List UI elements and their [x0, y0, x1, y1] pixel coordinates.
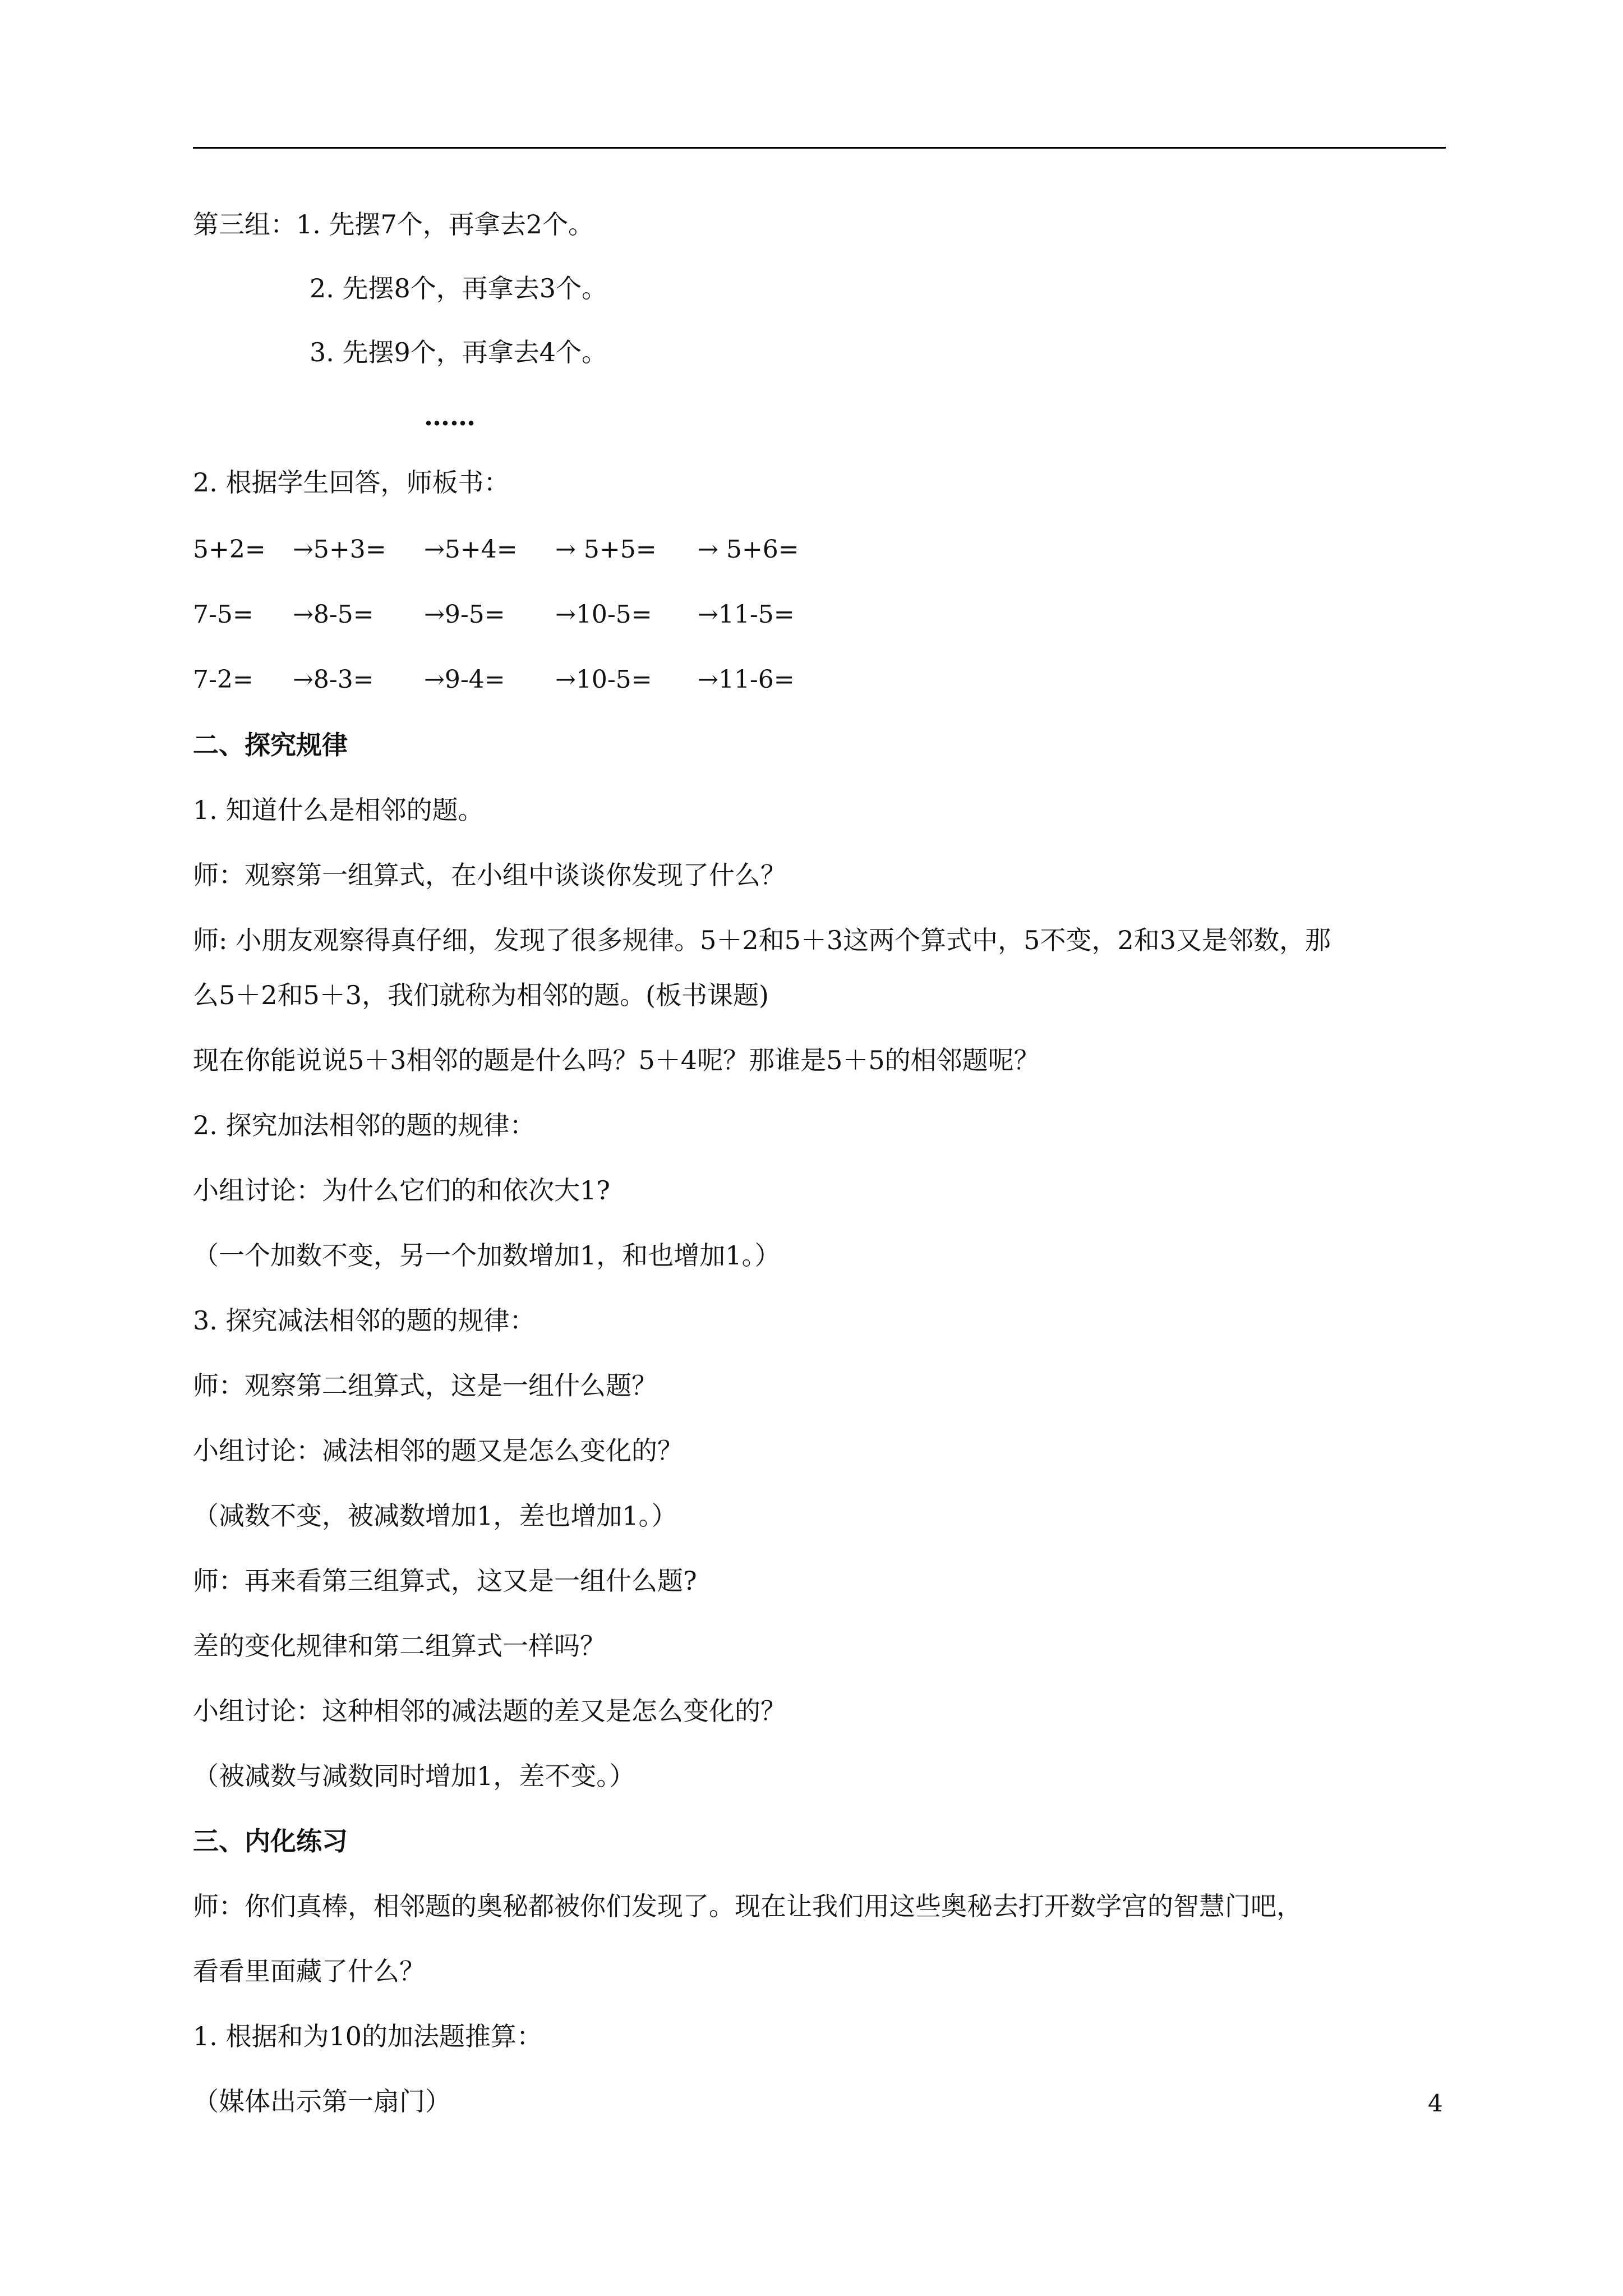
section2-p11: （减数不变，被减数增加1，差也增加1。）	[193, 1501, 677, 1531]
section2-p13: 差的变化规律和第二组算式一样吗？	[193, 1631, 606, 1661]
section2-p7: （一个加数不变，另一个加数增加1，和也增加1。）	[193, 1240, 781, 1271]
eq-r1-c1: →8-5=	[293, 600, 374, 629]
eq-r0-c2: →5+4=	[424, 535, 518, 564]
eq-r2-c0: 7-2=	[193, 665, 253, 694]
section2-p14: 小组讨论：这种相邻的减法题的差又是怎么变化的？	[193, 1696, 786, 1726]
section3-p1b: 看看里面藏了什么？	[193, 1956, 425, 1986]
header-rule	[193, 147, 1446, 149]
page-number: 4	[1428, 2090, 1443, 2117]
section2-p12: 师：再来看第三组算式，这又是一组什么题?	[193, 1566, 697, 1596]
eq-r0-c0: 5+2=	[193, 535, 266, 564]
section2-p8: 3. 探究减法相邻的题的规律：	[193, 1305, 536, 1336]
section2-p2: 师：观察第一组算式，在小组中谈谈你发现了什么？	[193, 860, 786, 890]
eq-r1-c2: →9-5=	[424, 600, 505, 629]
group3-ellipsis: ……	[424, 401, 476, 431]
eq-r2-c2: →9-4=	[424, 665, 505, 694]
eq-r1-c3: →10-5=	[555, 600, 652, 629]
eq-r2-c4: →11-6=	[698, 665, 795, 694]
eq-r1-c4: →11-5=	[698, 600, 795, 629]
section2-p9: 师：观察第二组算式，这是一组什么题？	[193, 1370, 657, 1401]
section2-p3b: 么5＋2和5＋3，我们就称为相邻的题。(板书课题)	[193, 980, 769, 1010]
section2-p4: 现在你能说说5＋3相邻的题是什么吗？5＋4呢？那谁是5＋5的相邻题呢？	[193, 1045, 1040, 1075]
section3-heading: 三、内化练习	[193, 1826, 348, 1856]
eq-r2-c1: →8-3=	[293, 665, 374, 694]
section2-p1: 1. 知道什么是相邻的题。	[193, 795, 484, 825]
eq-r0-c1: →5+3=	[293, 535, 386, 564]
eq-r1-c0: 7-5=	[193, 600, 253, 629]
group3-line2: 2. 先摆8个，再拿去3个。	[310, 273, 608, 303]
section2-p3a: 师: 小朋友观察得真仔细，发现了很多规律。5＋2和5＋3这两个算式中，5不变，2和3又是邻数，那	[193, 925, 1331, 955]
section2-p15: （被减数与减数同时增加1，差不变。）	[193, 1761, 635, 1791]
eq-r0-c4: → 5+6=	[698, 535, 799, 564]
section2-p10: 小组讨论：减法相邻的题又是怎么变化的？	[193, 1435, 683, 1466]
section2-p5: 2. 探究加法相邻的题的规律：	[193, 1110, 536, 1140]
eq-r2-c3: →10-5=	[555, 665, 652, 694]
section3-p1a: 师：你们真棒，相邻题的奥秘都被你们发现了。现在让我们用这些奥秘去打开数学宫的智慧门吧，	[193, 1891, 1302, 1921]
board-intro: 2. 根据学生回答，师板书：	[193, 467, 510, 498]
section2-heading: 二、探究规律	[193, 730, 348, 760]
group3-line1: 第三组：1. 先摆7个，再拿去2个。	[193, 209, 594, 240]
section3-p3: （媒体出示第一扇门）	[193, 2086, 451, 2116]
section3-p2: 1. 根据和为10的加法题推算：	[193, 2021, 543, 2051]
section2-p6: 小组讨论：为什么它们的和依次大1?	[193, 1175, 610, 1205]
group3-line3: 3. 先摆9个，再拿去4个。	[310, 337, 608, 367]
eq-r0-c3: → 5+5=	[555, 535, 657, 564]
